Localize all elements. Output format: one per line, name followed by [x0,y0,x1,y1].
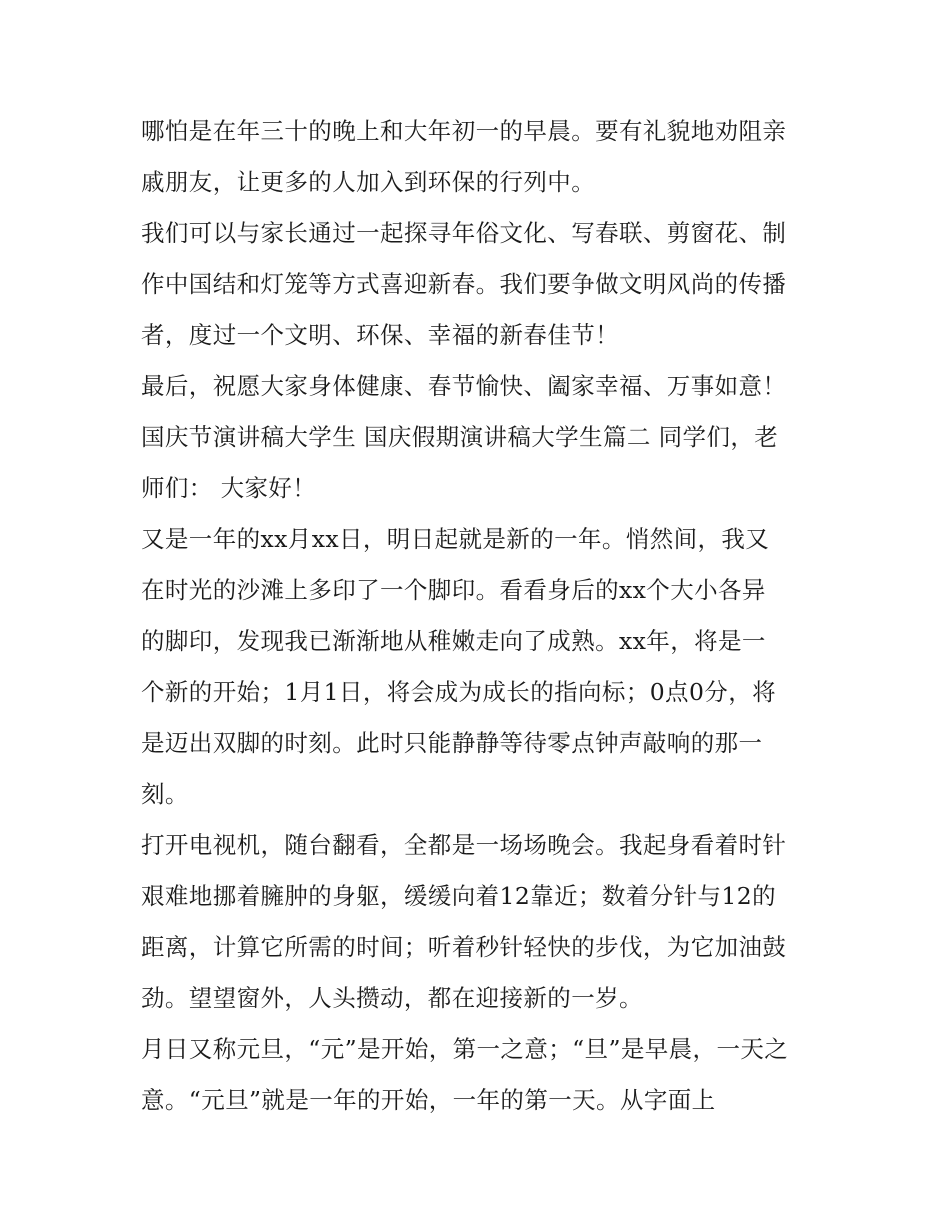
text-line: 距离，计算它所需的时间；听着秒针轻快的步伐，为它加油鼓 [141,933,787,961]
text-line: 艰难地挪着臃肿的身躯，缓缓向着12靠近；数着分针与12的 [141,882,777,910]
text-line: 师们： 大家好！ [141,474,317,502]
paragraph-5 [141,820,816,1024]
text-line: 在时光的沙滩上多印了一个脚印。看看身后的xx个大小各异 [141,576,766,604]
paragraph-6 [141,1024,816,1126]
text-line: 我们可以与家长通过一起探寻年俗文化、写春联、剪窗花、制 [141,219,787,247]
paragraph-3 [141,361,816,514]
text-line: 打开电视机，随台翻看，全都是一场场晚会。我起身看着时针 [141,831,787,859]
paragraph-2 [141,208,816,361]
text-line: 月日又称元旦，“元”是开始，第一之意；“旦”是早晨，一天之 [141,1035,789,1063]
text-line: 意。“元旦”就是一年的开始，一年的第一天。从字面上 [141,1086,716,1114]
text-line: 是迈出双脚的时刻。此时只能静静等待零点钟声敲响的那一 [141,729,763,757]
text-line: 劲。望望窗外，人头攒动，都在迎接新的一岁。 [141,984,643,1012]
text-line: 个新的开始；1月1日，将会成为成长的指向标；0点0分，将 [141,678,777,706]
text-line: 又是一年的xx月xx日，明日起就是新的一年。悄然间，我又 [141,525,770,553]
text-line: 刻。 [141,780,189,808]
text-line: 者，度过一个文明、环保、幸福的新春佳节！ [141,321,619,349]
text-line: 哪怕是在年三十的晚上和大年初一的早晨。要有礼貌地劝阻亲 [141,117,787,145]
paragraph-4 [141,514,816,820]
text-line: 国庆节演讲稿大学生 国庆假期演讲稿大学生篇二 同学们，老 [141,423,779,451]
text-line: 最后，祝愿大家身体健康、春节愉快、阖家幸福、万事如意！ [141,372,787,400]
text-line: 戚朋友，让更多的人加入到环保的行列中。 [141,168,596,196]
document-body [141,106,816,1126]
text-line: 的脚印，发现我已渐渐地从稚嫩走向了成熟。xx年，将是一 [141,627,766,655]
paragraph-1 [141,106,816,208]
text-line: 作中国结和灯笼等方式喜迎新春。我们要争做文明风尚的传播 [141,270,787,298]
